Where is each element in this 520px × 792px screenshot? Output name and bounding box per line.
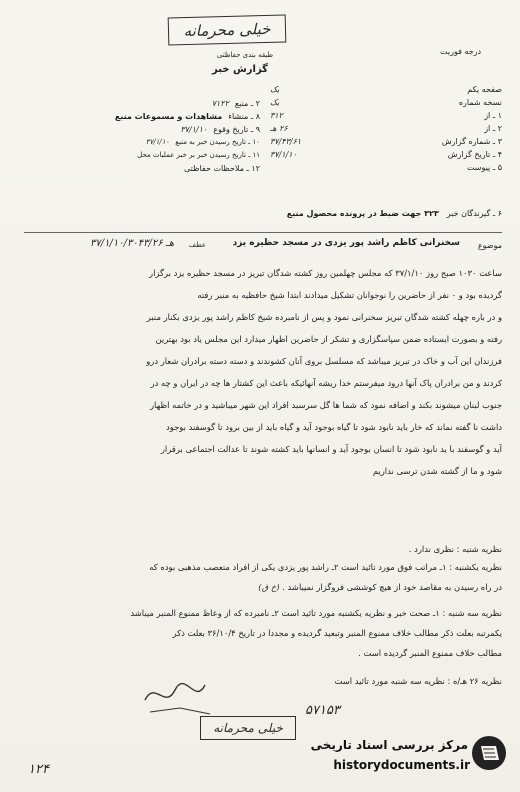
- left-field-label: ۹ ـ تاریخ وقوع: [213, 125, 260, 134]
- left-field-row: [30, 111, 260, 124]
- right-field-row: [270, 97, 502, 110]
- right-fields-block: [270, 84, 502, 175]
- left-field-row: [30, 150, 260, 163]
- opinion-line: مطالب خلاف ممنوع المنبر گردیده است .: [358, 648, 502, 658]
- body-line: فرزندان این آب و خاک در تبریز میباشد که مسلسل بروی آنان کشوندند و دسته دسته برادران شعار درو: [146, 356, 502, 366]
- recipients-label: ۶ ـ گیرندگان خبر: [446, 209, 502, 218]
- left-field-label: ۱۰ ـ تاریخ رسیدن خبر به منبع: [175, 138, 260, 146]
- opinion-line: یکمرتبه بعلت ذکر مطالب خلاف ممنوع المنبر وتبعید گردیده و مجددا در تاریخ ۳۶/۱۰/۴ بعلت ذکر: [172, 628, 502, 638]
- right-field-row: [270, 149, 502, 162]
- left-field-label: ۱۲ ـ ملاحظات حفاظتی: [184, 164, 260, 173]
- opinion-26h: نظریه ۲۶ هـ/ه : نظریه سه شنبه مورد تائید است: [334, 676, 502, 686]
- recipients-row: [120, 208, 502, 219]
- body-line: ساعت ۱۰۳۰ صبح روز ۳۷/۱/۱۰ که مجلس چهلمین روز کشته شدگان تبریز در مسجد حظیره یزد برگزار: [149, 268, 502, 278]
- left-field-label: ۱۱ ـ تاریخ رسیدن خبر بر خبر عملیات محل: [137, 151, 260, 159]
- archive-logo-icon: [472, 736, 506, 770]
- reference-label: عطف: [188, 241, 206, 249]
- opinion-line-text: در راه رسیدن به مقاصد خود از هیچ کوششی فروگزار نمیباشد .: [282, 582, 502, 592]
- subject-label: موضوع: [477, 241, 502, 250]
- reference-text: ۳۷/۱/۱۰/۳۰۴۳/۲۶ هـ: [90, 238, 174, 249]
- recipients-value: ۳۲۳ جهت ضبط در پرونده محصول منبع: [286, 209, 439, 218]
- right-field-label: ۱ ـ از: [484, 111, 502, 120]
- right-field-row: [270, 123, 502, 136]
- right-field-value: ۲۶ هـ: [270, 124, 288, 133]
- opinion-initials: (خ ق): [258, 582, 280, 592]
- bottom-stamp-text: خیلی محرمانه: [213, 721, 283, 735]
- left-field-row: [30, 137, 260, 150]
- bottom-classification-stamp: [200, 716, 296, 740]
- bottom-number: ۵۷۱۵۳: [305, 703, 340, 718]
- signature-mark: [135, 670, 225, 720]
- left-field-row: [30, 98, 260, 111]
- body-line: رفته و بصورت ایستاده ضمن سپاسگزاری و تشکر از حاضرین اظهار میدارد این مجلس یاد بود بهترین: [155, 334, 502, 344]
- right-field-value: ۳۷/۱/۱۰: [270, 150, 297, 159]
- opinion-line: [24, 582, 502, 602]
- left-field-value: ۳۷/۱/۱۰: [180, 125, 208, 134]
- left-field-label: ۸ ـ منشاء: [228, 112, 260, 121]
- left-field-value: ۳۷/۱/۱۰: [145, 138, 170, 146]
- left-field-label: ۲ ـ منبع: [234, 99, 260, 108]
- right-field-label: صفحه یکم: [467, 85, 502, 94]
- watermark-line2: historydocuments.ir: [333, 758, 470, 772]
- opinion-line: نظریه سه شنبه : ۱ـ صحت خبر و نظریه یکشنبه مورد تائید است ۲ـ نامبرده که از وعاظ ممنوع المنبر میباشد: [130, 608, 502, 618]
- right-field-row: [270, 136, 502, 149]
- right-field-label: ۴ ـ تاریخ گزارش: [447, 150, 502, 159]
- left-field-value: مشاهدات و مسموعات منبع: [114, 112, 223, 121]
- right-field-row: [270, 110, 502, 123]
- right-field-value: یک: [270, 85, 280, 94]
- top-classification-stamp: [168, 14, 287, 45]
- top-stamp-text: خیلی محرمانه: [183, 19, 271, 41]
- left-fields-block: [30, 98, 260, 176]
- archive-watermark: [300, 730, 510, 786]
- body-line: کردند و من برادران پاک آنها درود میفرستم خدا ریشه آنهائیکه باعث این کشتار ها چه در ایران و چه در: [150, 378, 502, 388]
- report-title: گزارش خبر: [211, 64, 268, 75]
- right-field-row: [270, 162, 502, 175]
- watermark-line1: مرکز بررسی اسناد تاریخی: [310, 738, 468, 752]
- archive-logo-icon: [472, 736, 506, 770]
- right-field-label: ۲ ـ از: [484, 124, 502, 133]
- left-field-value: ۷۱۲۲: [211, 99, 229, 108]
- body-line: و در باره چهله کشته شدگان تبریز سخنرانی نمود و پس از نامبرده شیخ کاظم راشد پور یزدی بکنار منبر: [146, 312, 502, 322]
- right-field-label: ۳ ـ شماره گزارش: [441, 137, 502, 146]
- right-field-value: ۳۷/۴۳/۶۱: [270, 137, 302, 146]
- opinion-line: نظریه یکشنبه : ۱ـ مراتب فوق مورد تائید است ۲ـ راشد پور یزدی یکی از افراد متعصب مذهبی بوده که: [149, 562, 502, 572]
- opinion-saturday: نظریه شنبه : نظری ندارد .: [408, 544, 502, 554]
- left-field-row: [30, 163, 260, 176]
- header-divider: [24, 232, 502, 233]
- opinion-sunday: [24, 562, 502, 602]
- left-field-row: [30, 124, 260, 137]
- right-field-value: یک: [270, 98, 280, 107]
- body-line: داشت نا گفته نماند که خار باید نابود شود تا گیاه بوجود آید و گیاه باید از بین برود تا گوسفند بوجود: [166, 422, 502, 432]
- report-body: [24, 268, 502, 488]
- opinion-tuesday: [24, 608, 502, 668]
- right-field-row: [270, 84, 502, 97]
- body-line: جنوب لبنان میشوند بکند و اضافه نمود که شما ها گل سرسبد افراد این شهر میباشید و در خاتمه اظهار: [150, 400, 502, 410]
- body-line: شود و ما از گشته شدن ترسی نداریم: [372, 466, 502, 476]
- body-line: گردیده بود و ۰ نفر از حاضرین را نوجوانان تشکیل میدادند ابتدا شیخ حافظیه به منبر رفته: [197, 290, 502, 300]
- body-line: آید و گوسفند با ید نابود شود تا انسان بوجود آید و انسانها باید کشته شوند تا عدالت اجتماعی برقرار: [160, 444, 502, 454]
- classification-label: طبقه بندی حفاظتی: [216, 51, 274, 59]
- subject-text: سخنرانی کاظم راشد پور یزدی در مسجد حظیره یزد: [232, 238, 460, 248]
- right-field-label: نسخه شماره: [458, 98, 502, 107]
- right-field-label: ۵ ـ پیوست: [466, 163, 502, 172]
- right-field-value: ۳۱۲: [270, 111, 283, 120]
- priority-label: درجه فوریت: [440, 47, 482, 56]
- page-number: ۱۲۴: [28, 762, 49, 777]
